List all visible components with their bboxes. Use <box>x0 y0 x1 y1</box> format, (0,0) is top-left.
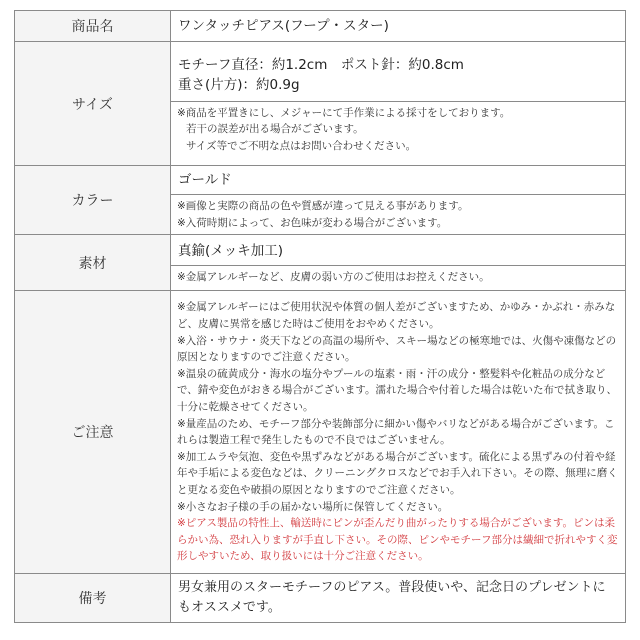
caution-notes <box>171 296 625 568</box>
product-spec-table <box>14 10 626 623</box>
caution-note: ※金属アレルギーにはご使用状況や体質の個人差がございますため、かゆみ・かぶれ・赤みなど、皮膚に異常を感じた時はご使用をおやめください。 <box>177 301 616 331</box>
row-product-name <box>15 11 626 42</box>
label-remarks: 備考 <box>15 574 171 623</box>
caution-note: ※量産品のため、モチーフ部分や装飾部分に細かい傷やバリなどがある場合がございます。これらは製造工程で発生したもので不良ではございません。 <box>177 417 615 447</box>
value-size-weight: 重さ(片方)：約0.9g <box>178 76 300 93</box>
caution-note: ※入浴・サウナ・炎天下などの高温の場所や、スキー場などの極寒地では、火傷や凍傷などの原因となりますのでご注意ください。 <box>177 334 617 364</box>
caution-note: ※加工ムラや気泡、変色や黒ずみなどがある場合がございます。硫化による黒ずみの付着や経年や手垢による変色などは、クリーニングクロスなどでお手入れ下さい。その際、無理に磨くと更なる変色や破損の原因となりますのでご注意ください。 <box>177 450 618 496</box>
label-product-name: 商品名 <box>15 11 171 42</box>
value-color: ゴールド <box>178 172 232 188</box>
row-caution <box>15 291 626 574</box>
value-size-dimensions: モチーフ直径：約1.2cm ポスト針：約0.8cm <box>178 56 464 73</box>
color-notes <box>171 194 625 234</box>
size-note: サイズ等でご不明な点はお問い合わせください。 <box>186 139 417 152</box>
row-size <box>15 42 626 166</box>
size-notes <box>171 101 625 158</box>
material-notes <box>171 265 625 289</box>
caution-note: ※温泉の硫黄成分・海水の塩分やプールの塩素・雨・汗の成分・整髪料や化粧品の成分などで、錆や変色がおきる場合がございます。濡れた場合や付着した場合は乾いた布で拭き取り、十分に乾燥させてください。 <box>177 367 617 413</box>
caution-note: ※小さなお子様の手の届かない場所に保管してください。 <box>177 500 449 513</box>
color-note: ※画像と実際の商品の色や質感が違って見える事があります。 <box>177 200 469 212</box>
material-note: ※金属アレルギーなど、皮膚の弱い方のご使用はお控えください。 <box>177 270 490 283</box>
label-size: サイズ <box>15 42 171 166</box>
value-remarks: 男女兼用のスターモチーフのピアス。普段使いや、記念日のプレゼントにもオススメです。 <box>178 580 606 616</box>
label-color: カラー <box>15 166 171 235</box>
row-remarks <box>15 574 626 623</box>
value-material: 真鍮(メッキ加工) <box>178 242 284 259</box>
label-caution: ご注意 <box>15 291 171 574</box>
row-material <box>15 235 626 291</box>
size-note: 若干の誤差が出る場合がございます。 <box>186 123 364 136</box>
label-material: 素材 <box>15 235 171 291</box>
size-note: ※商品を平置きにし、メジャーにて手作業による採寸をしております。 <box>177 106 511 119</box>
value-product-name: ワンタッチピアス(フープ・スター) <box>178 18 389 34</box>
row-color <box>15 166 626 235</box>
color-note: ※入荷時期によって、お色味が変わる場合がございます。 <box>177 216 448 229</box>
caution-note-warning: ※ピアス製品の特性上、輸送時にピンが歪んだり曲がったりする場合がございます。ピンは柔らかい為、恐れ入りますが手直し下さい。その際、ピンやモチーフ部分は繊細で折れやすく変形しやすいため、取り扱いには十分ご注意ください。 <box>177 517 618 563</box>
